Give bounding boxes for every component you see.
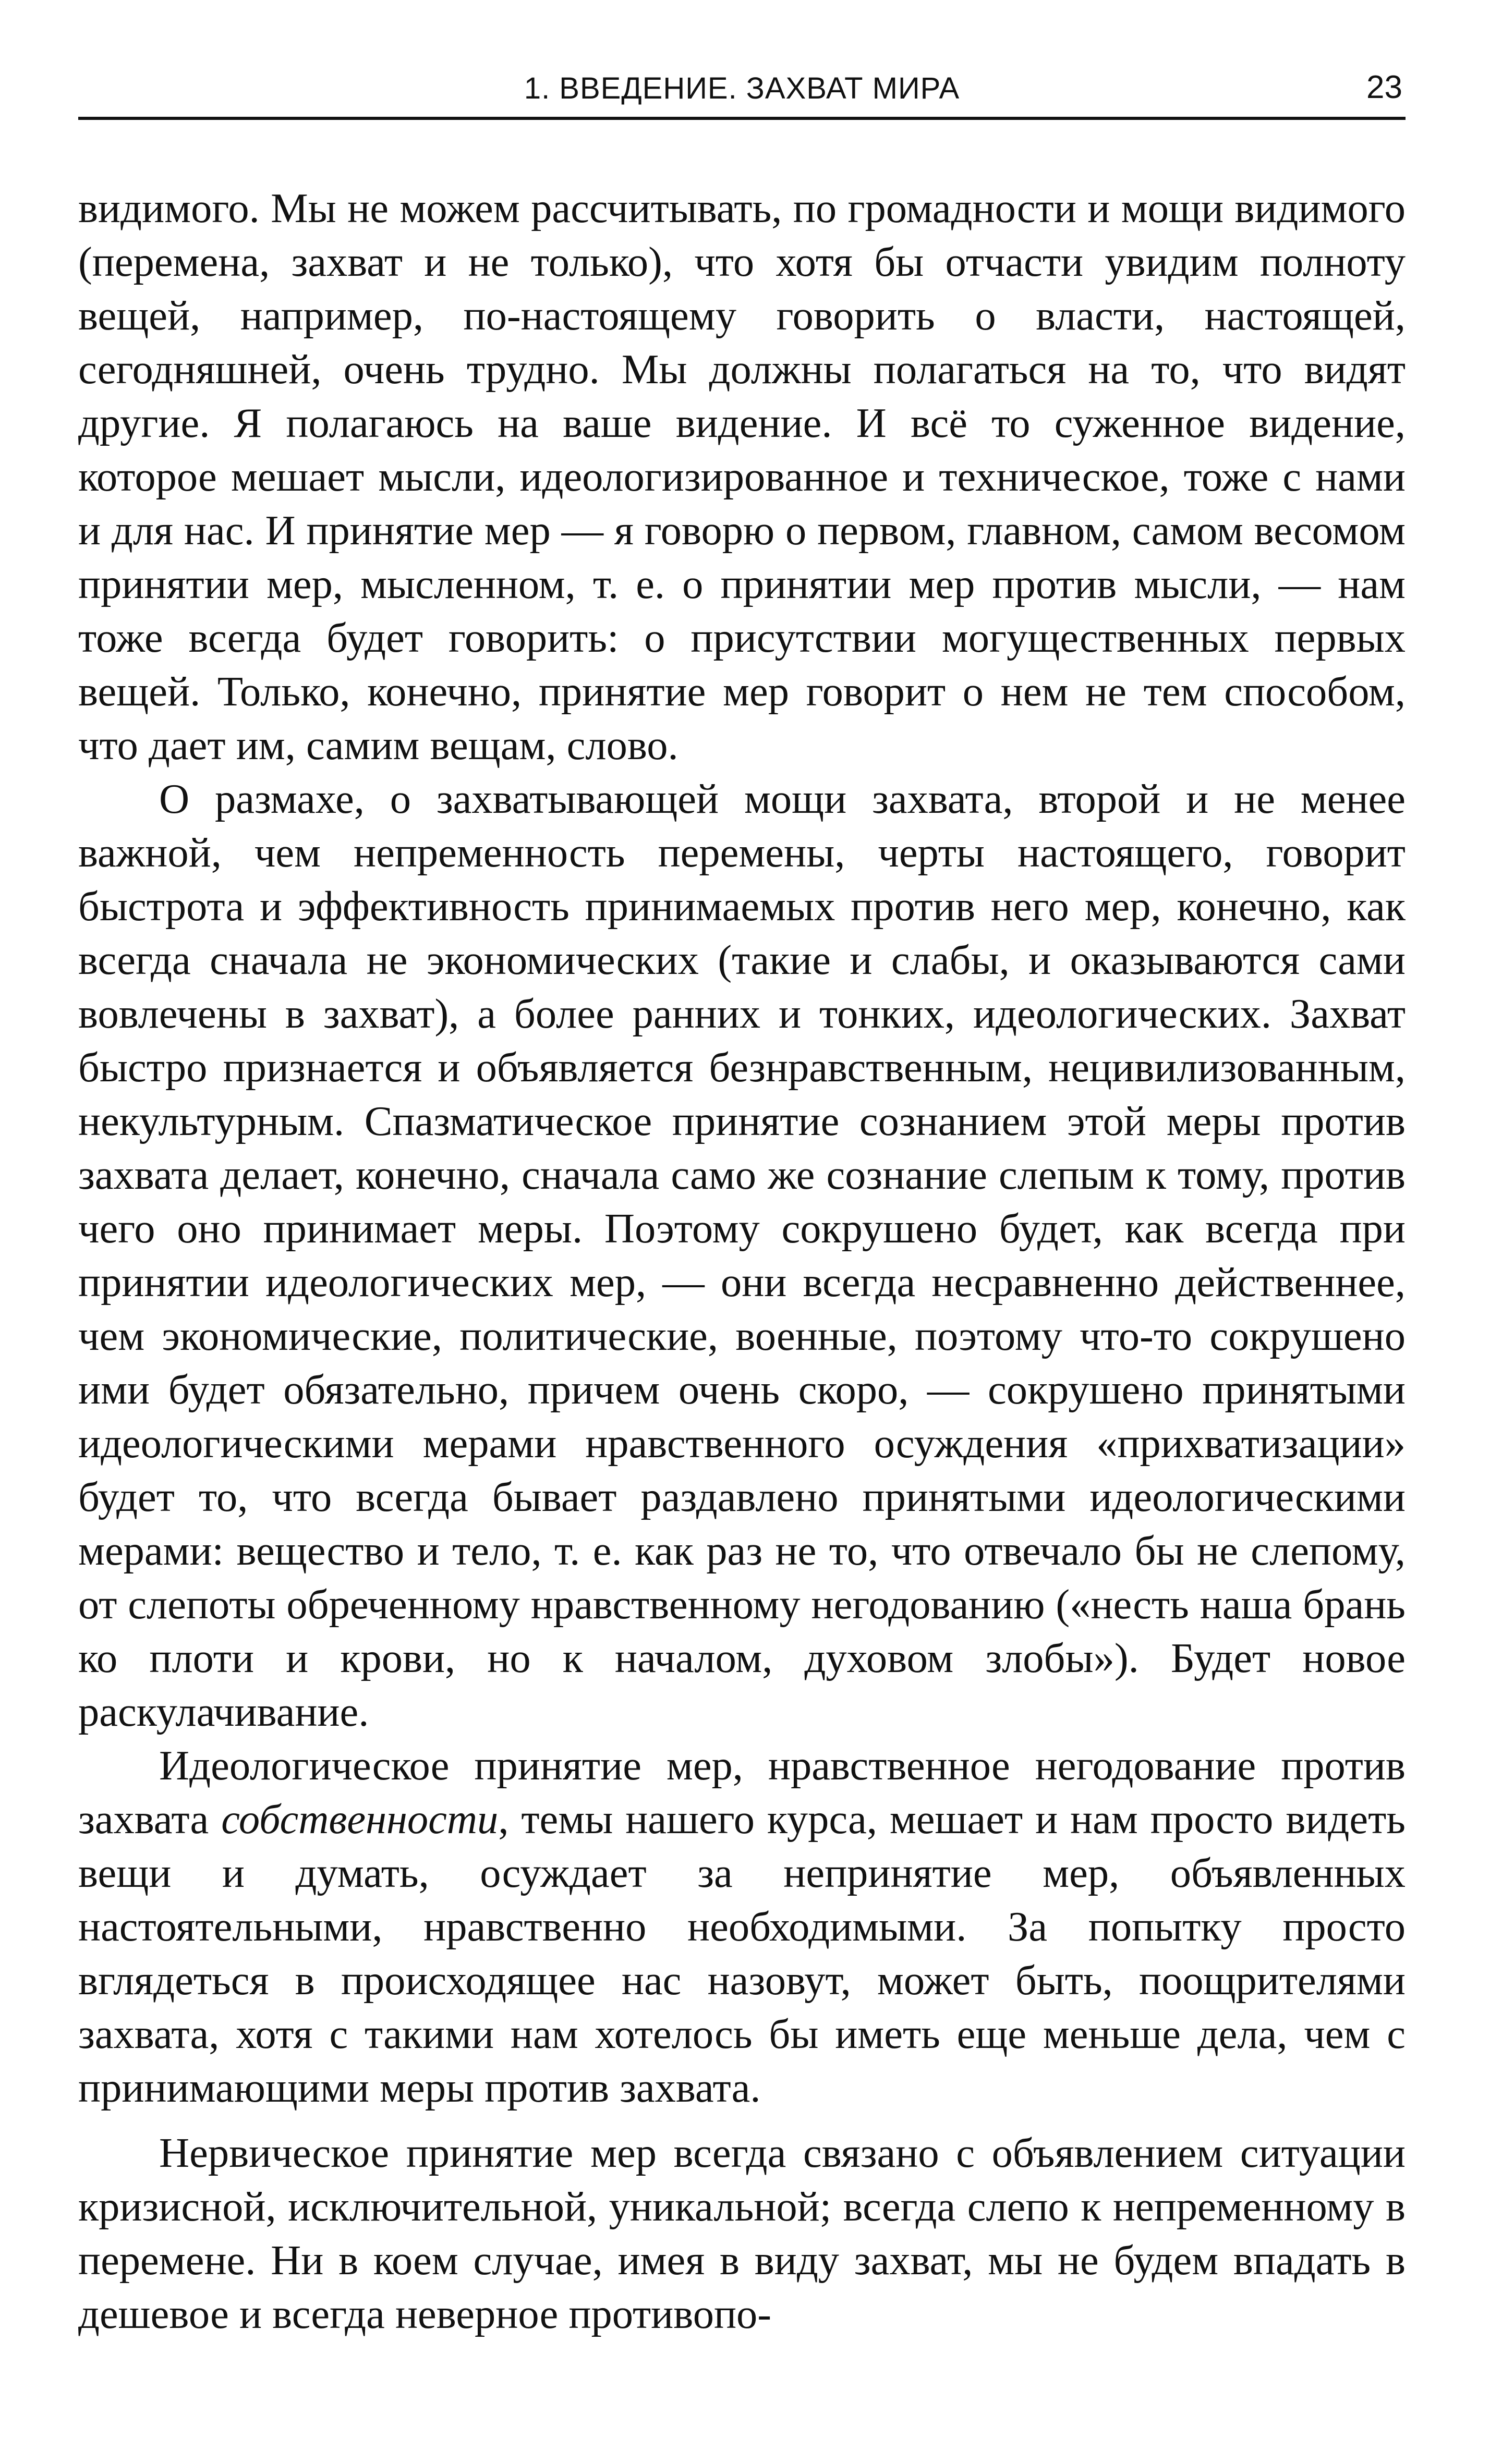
paragraph-4: Нервическое принятие мер всегда связано с объявлением ситуации кризисной, исключительной, уникальной; всегда слепо к непременному в перемене. Ни в коем случае, имея в виду захват, мы не будем впадать в дешевое и всегда неверное противопо- [78, 2130, 1406, 2337]
running-header [78, 63, 1406, 120]
body-text [78, 181, 1406, 2341]
paragraph-3 [78, 1739, 1406, 2115]
page-number: 23 [1366, 69, 1402, 105]
paragraph-3-text-end: , темы нашего курса, мешает и нам просто видеть вещи и думать, осуждает за непринятие мер, объявленных настоятельными, нравственно необходимыми. За попытку просто вглядеться в происходящее нас назовут, может быть, поощрителями захвата, хотя с такими нам хотелось бы иметь еще меньше дела, чем с принимающими меры против захвата. [78, 1796, 1406, 2111]
paragraph-3-text-start: Идеологическое принятие мер, нравственное негодование против захвата [78, 1742, 1406, 1843]
book-page [78, 63, 1406, 2398]
paragraph-1: видимого. Мы не можем рассчитывать, по громадности и мощи видимого (перемена, захват и не только), что хотя бы отчасти увидим полноту вещей, например, по-настоящему говорить о власти, настоящей, сегодняшней, очень трудно. Мы должны полагаться на то, что видят другие. Я полагаюсь на ваше видение. И всё то суженное видение, которое мешает мысли, идеологизированное и техническое, тоже с нами и для нас. И принятие мер — я говорю о первом, главном, самом весомом принятии мер, мысленном, т. е. о принятии мер против мысли, — нам тоже всегда будет говорить: о присутствии могущественных первых вещей. Только, конечно, принятие мер говорит о нем не тем способом, что дает им, самим вещам, слово. [78, 185, 1406, 769]
italic-emphasis: собственности [221, 1796, 499, 1843]
chapter-title: 1. ВВЕДЕНИЕ. ЗАХВАТ МИРА [524, 71, 960, 105]
paragraph-2: О размахе, о захватывающей мощи захвата, второй и не менее важной, чем непременность перемены, черты настоящего, говорит быстрота и эффективность принимаемых против него мер, конечно, как всегда сначала не экономических (такие и слабы, и оказываются сами вовлечены в захват), а более ранних и тонких, идеологических. Захват быстро признается и объявляется безнравственным, нецивилизованным, некультурным. Спазматическое принятие сознанием этой меры против захвата делает, конечно, сначала само же сознание слепым к тому, против чего оно принимает меры. Поэтому сокрушено будет, как всегда при принятии идеологических мер, — они всегда несравненно действеннее, чем экономические, политические, военные, поэтому что-то сокрушено ими будет обязательно, причем очень скоро, — сокрушено принятыми идеологическими мерами нравственного осуждения «прихватизации» будет то, что всегда бывает раздавлено принятыми идеологическими мерами: вещество и тело, т. е. как раз не то, что отвечало бы не слепому, от слепоты обреченному нравственному негодованию («несть наша брань ко плоти и крови, но к началом, духовом злобы»). Будет новое раскулачивание. [78, 776, 1406, 1735]
